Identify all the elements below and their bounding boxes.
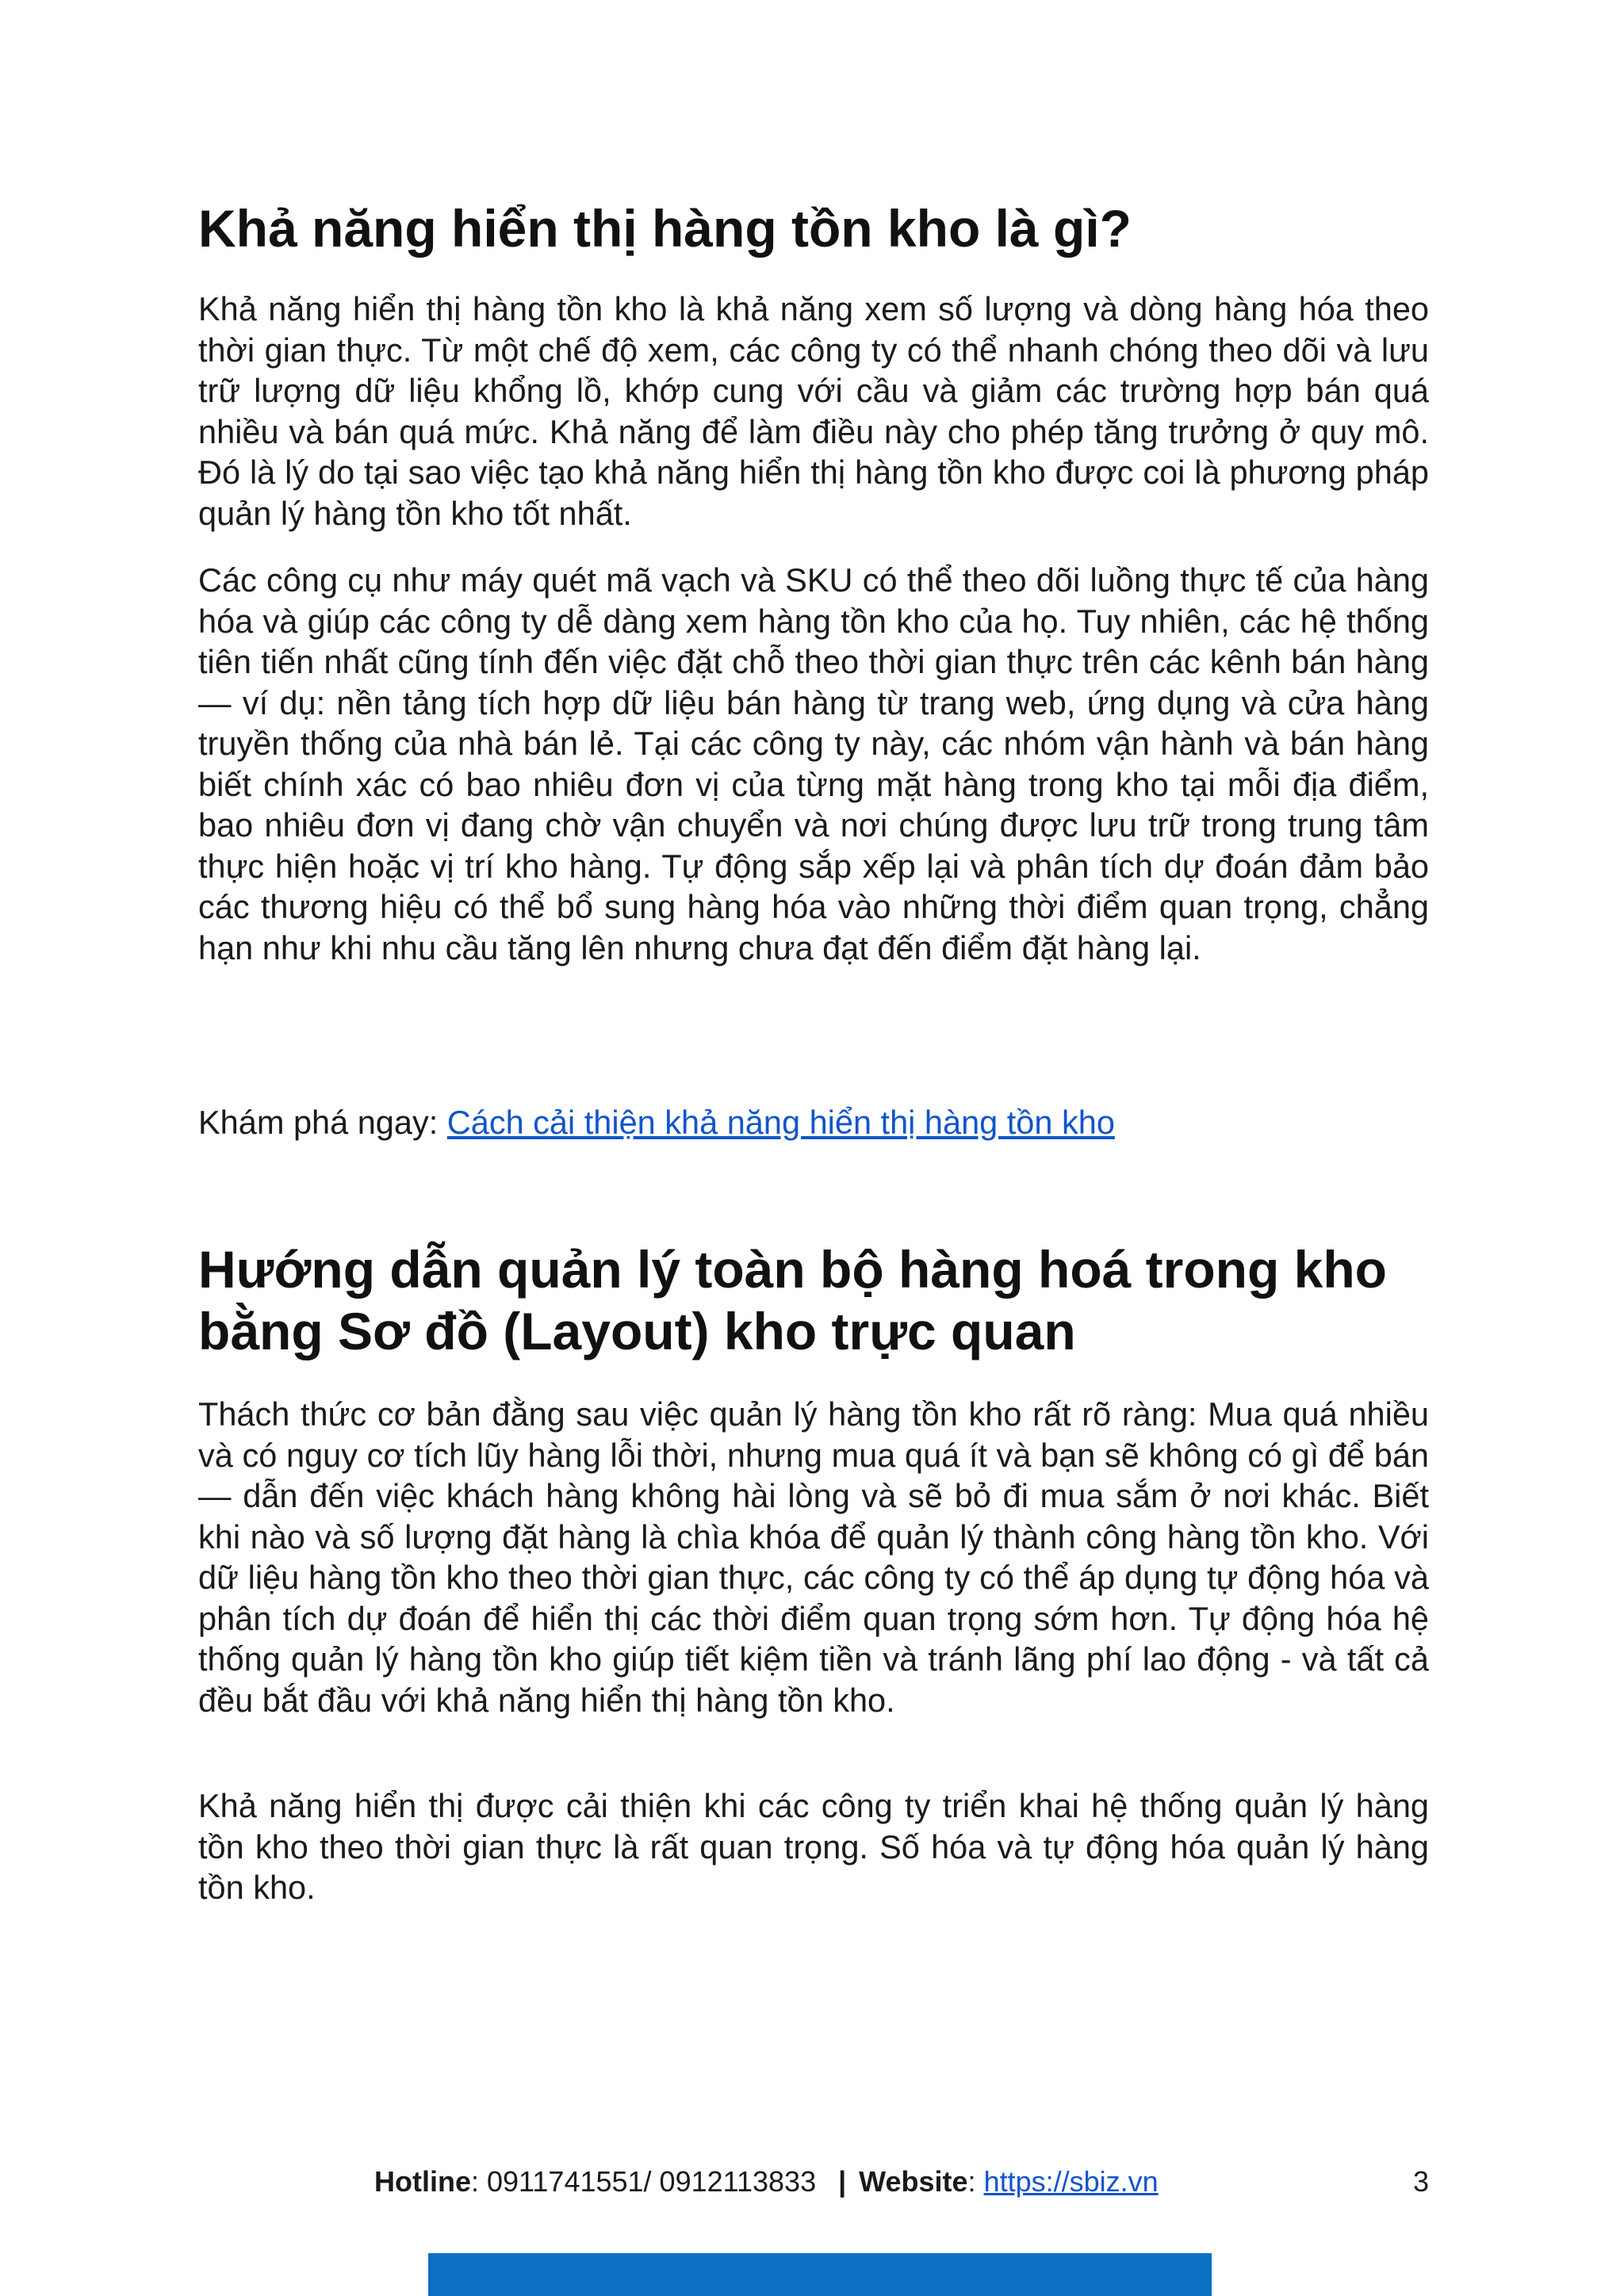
page-footer <box>198 2161 1429 2202</box>
explore-link[interactable]: Cách cải thiện khả năng hiển thị hàng tồn kho <box>446 1104 1115 1141</box>
section1-paragraph-2: Các công cụ như máy quét mã vạch và SKU có thể theo dõi luồng thực tế của hàng hóa và giúp các công ty dễ dàng xem hàng tồn kho của họ. Tuy nhiên, các hệ thống tiên tiến nhất cũng tính đến việc đặt chỗ theo thời gian thực trên các kênh bán hàng — ví dụ: nền tảng tích hợp dữ liệu bán hàng từ trang web, ứng dụng và cửa hàng truyền thống của nhà bán lẻ. Tại các công ty này, các nhóm vận hành và bán hàng biết chính xác có bao nhiêu đơn vị của từng mặt hàng trong kho tại mỗi địa điểm, bao nhiêu đơn vị đang chờ vận chuyển và nơi chúng được lưu trữ trong trung tâm thực hiện hoặc vị trí kho hàng. Tự động sắp xếp lại và phân tích dự đoán đảm bảo các thương hiệu có thể bổ sung hàng hóa vào những thời điểm quan trọng, chẳng hạn như khi nhu cầu tăng lên nhưng chưa đạt đến điểm đặt hàng lại. <box>198 561 1429 966</box>
website-colon: : <box>967 2165 984 2198</box>
footer-bar <box>428 2253 1212 2296</box>
hotline-label: Hotline <box>374 2165 471 2198</box>
section1-paragraph-1: Khả năng hiển thị hàng tồn kho là khả năng xem số lượng và dòng hàng hóa theo thời gian thực. Từ một chế độ xem, các công ty có thể nhanh chóng theo dõi và lưu trữ lượng dữ liệu khổng lồ, khớp cung với cầu và giảm các trường hợp bán quá nhiều và bán quá mức. Khả năng để làm điều này cho phép tăng trưởng ở quy mô. Đó là lý do tại sao việc tạo khả năng hiển thị hàng tồn kho được coi là phương pháp quản lý hàng tồn kho tốt nhất. <box>198 290 1429 532</box>
section2-paragraph-1: Thách thức cơ bản đằng sau việc quản lý hàng tồn kho rất rõ ràng: Mua quá nhiều và có nguy cơ tích lũy hàng lỗi thời, nhưng mua quá ít và bạn sẽ không có gì để bán — dẫn đến việc khách hàng không hài lòng và sẽ bỏ đi mua sắm ở nơi khác. Biết khi nào và số lượng đặt hàng là chìa khóa để quản lý thành công hàng tồn kho. Với dữ liệu hàng tồn kho theo thời gian thực, các công ty có thể áp dụng tự động hóa và phân tích dự đoán để hiển thị các thời điểm quan trọng sớm hơn. Tự động hóa hệ thống quản lý hàng tồn kho giúp tiết kiệm tiền và tránh lãng phí lao động - và tất cả đều bắt đầu với khả năng hiển thị hàng tồn kho. <box>198 1395 1429 1719</box>
page-number: 3 <box>1412 2165 1429 2198</box>
explore-prefix: Khám phá ngay: <box>198 1104 447 1141</box>
footer-separator: | <box>838 2165 847 2198</box>
website-link[interactable]: https://sbiz.vn <box>983 2165 1159 2198</box>
hotline-value: : 0911741551/ 0912113833 <box>471 2165 817 2198</box>
website-label: Website <box>859 2165 968 2198</box>
section2-heading: Hướng dẫn quản lý toàn bộ hàng hoá trong kho bằng Sơ đồ (Layout) kho trực quan <box>198 1240 1387 1360</box>
section2-paragraph-2: Khả năng hiển thị được cải thiện khi các công ty triển khai hệ thống quản lý hàng tồn kho theo thời gian thực là rất quan trọng. Số hóa và tự động hóa quản lý hàng tồn kho. <box>198 1787 1429 1906</box>
section1-heading: Khả năng hiển thị hàng tồn kho là gì? <box>198 199 1132 258</box>
footer-contact <box>374 2161 1159 2202</box>
explore-line <box>198 1102 1115 1143</box>
